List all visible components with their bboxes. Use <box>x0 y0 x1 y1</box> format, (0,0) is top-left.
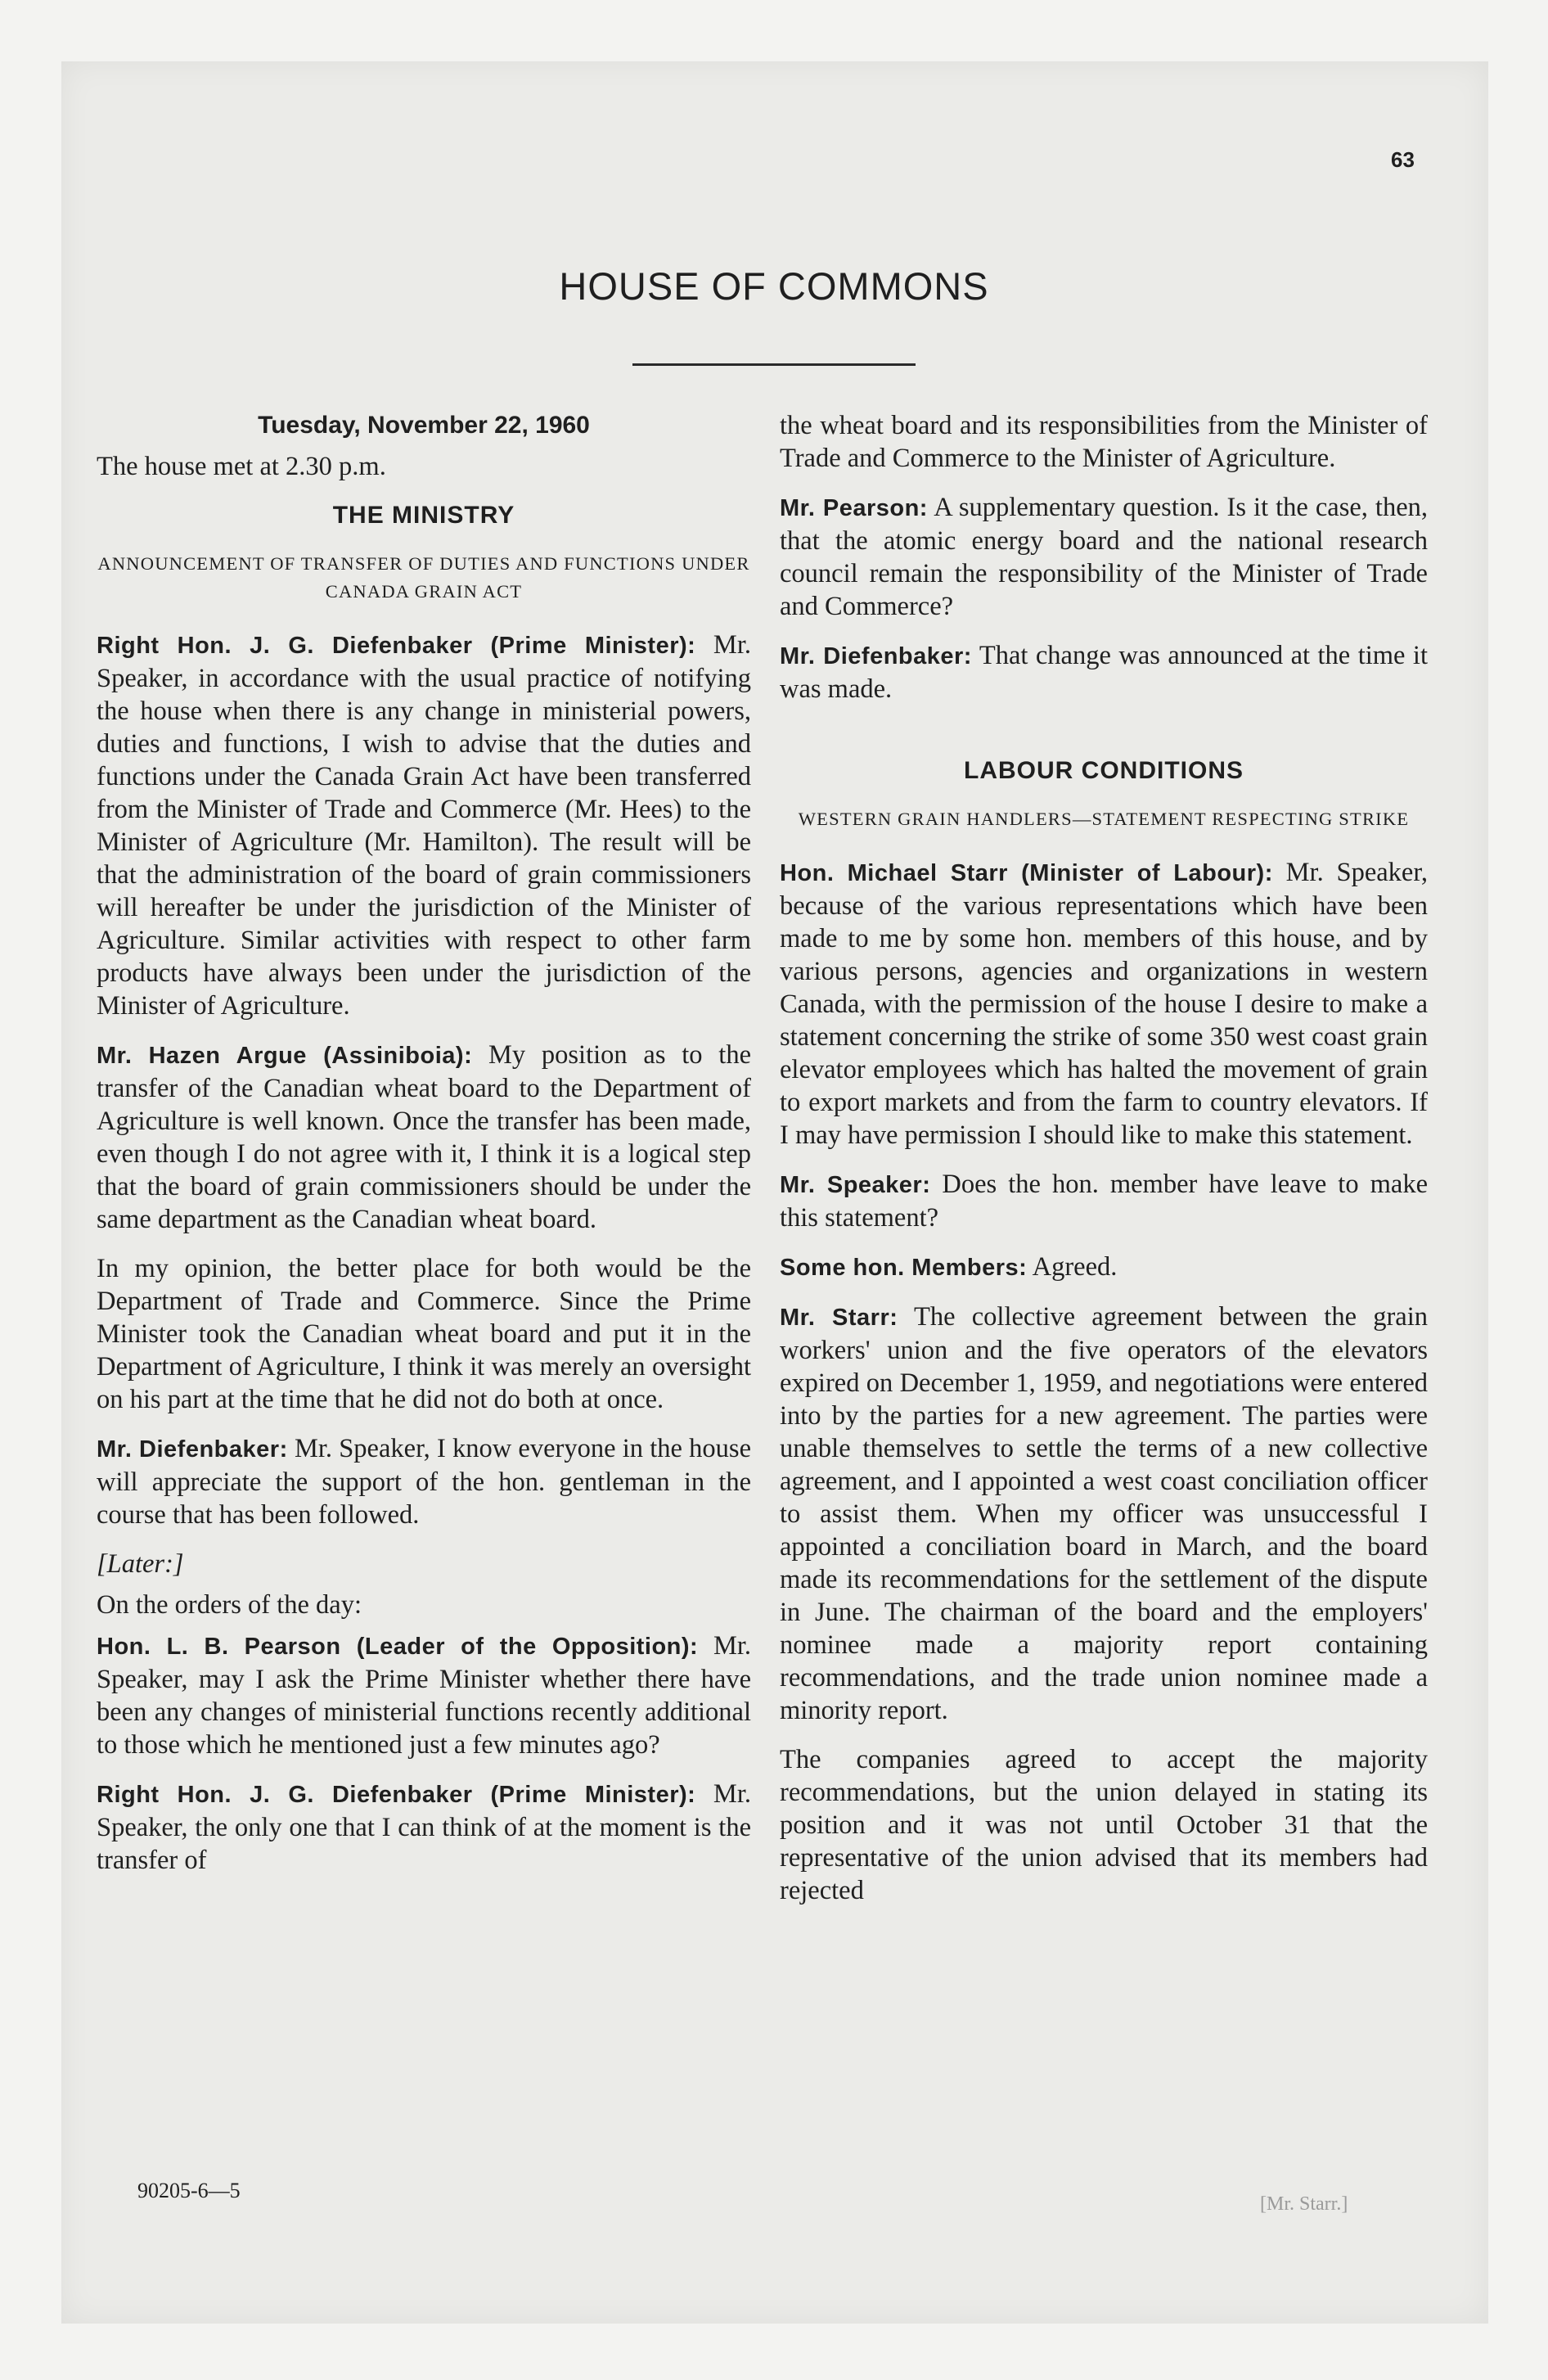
speech-text: In my opinion, the better place for both would be the Department of Trade and Commerce. Since the Prime Minister took the Canadian wheat board and put it in the Department of Agriculture, I think it was merely an oversight on his part at the time that he did not do both at once. <box>97 1254 751 1414</box>
speaker-label: Mr. Diefenbaker: <box>780 643 972 669</box>
subsection-heading-grain-handlers: WESTERN GRAIN HANDLERS—STATEMENT RESPECTING STRIKE <box>798 809 1410 829</box>
speaker-label: Mr. Speaker: <box>780 1172 931 1198</box>
speaker-label: Mr. Diefenbaker: <box>97 1436 288 1463</box>
subsection-heading-transfer: ANNOUNCEMENT OF TRANSFER OF DUTIES AND FUNCTIONS UNDER CANADA GRAIN ACT <box>97 553 750 602</box>
speaker-label: Mr. Pearson: <box>780 495 928 521</box>
page-number: 63 <box>1391 147 1415 172</box>
speech-text: That change was announced at the time it was made. <box>780 641 1428 704</box>
speaker-label: Some hon. Members: <box>780 1255 1028 1281</box>
speech-paragraph <box>780 409 1428 475</box>
speech-text: Mr. Speaker, may I ask the Prime Minister whether there have been any changes of ministerial functions recently additional to those which he mentioned just a few minutes ago? <box>97 1631 751 1760</box>
speech-text: The companies agreed to accept the majority recommendations, but the union delayed in stating its position and it was not until October 31 that the representative of the union advised that its members had rejected <box>780 1745 1428 1905</box>
speech-text: the wheat board and its responsibilities from the Minister of Trade and Commerce to the Minister of Agriculture. <box>780 411 1428 473</box>
catchword: [Mr. Starr.] <box>1260 2193 1348 2215</box>
right-column <box>780 409 1428 1923</box>
speech-paragraph <box>97 1039 751 1236</box>
later-text: [Later:] <box>97 1549 184 1579</box>
speech-text: My position as to the transfer of the Canadian wheat board to the Department of Agriculture is well known. Once the transfer has been made, even though I do not agree with it, I think it is a logical step that the board of grain commissioners should be under the same department as the Canadian wheat board. <box>97 1040 751 1234</box>
speech-paragraph <box>97 1252 751 1416</box>
speech-paragraph <box>97 1432 751 1531</box>
speech-text: Mr. Speaker, because of the various representations which have been made to me by some hon. members of this house, and by various persons, agencies and organizations in western Canada, with the permission of the house I desire to make a statement concerning the strike of some 350 west coast grain elevator employees which has halted the movement of grain to export markets and from the farm to country elevators. If I may have permission I should like to make this statement. <box>780 858 1428 1150</box>
speaker-label: Mr. Hazen Argue (Assiniboia): <box>97 1043 473 1069</box>
sitting-time: The house met at 2.30 p.m. <box>97 452 386 481</box>
sitting-date: Tuesday, November 22, 1960 <box>258 412 590 439</box>
speech-text: Mr. Speaker, in accordance with the usual practice of notifying the house when there is any change in ministerial powers, duties and functions, I wish to advise that the duties and functions under the Canada Grain Act have been transferred from the Minister of Trade and Commerce (Mr. Hees) to the Minister of Agriculture (Mr. Hamilton). The result will be that the administration of the board of grain commissioners will hereafter be under the jurisdiction of the Minister of Agriculture. Similar activities with respect to other farm products have always been under the jurisdiction of the Minister of Agriculture. <box>97 630 751 1021</box>
section-heading-labour: LABOUR CONDITIONS <box>964 757 1244 784</box>
speech-paragraph <box>780 1300 1428 1727</box>
later-marker <box>97 1548 751 1580</box>
section-heading-ministry: THE MINISTRY <box>332 502 515 529</box>
speech-paragraph <box>780 1168 1428 1234</box>
orders-of-day <box>97 1589 751 1621</box>
speech-text: Mr. Speaker, I know everyone in the house will appreciate the support of the hon. gentleman in the course that has been followed. <box>97 1434 751 1530</box>
speech-text: A supplementary question. Is it the case, then, that the atomic energy board and the national research council remain the responsibility of the Minister of Trade and Commerce? <box>780 493 1428 621</box>
speech-paragraph <box>780 856 1428 1152</box>
speaker-label: Right Hon. J. G. Diefenbaker (Prime Minister): <box>97 633 696 659</box>
printer-code: 90205-6—5 <box>137 2179 241 2202</box>
speech-paragraph <box>780 1251 1428 1284</box>
speaker-label: Hon. Michael Starr (Minister of Labour): <box>780 860 1273 886</box>
speech-text: On the orders of the day: <box>97 1590 362 1620</box>
speaker-label: Right Hon. J. G. Diefenbaker (Prime Minister): <box>97 1782 696 1808</box>
speech-paragraph <box>780 491 1428 623</box>
speech-paragraph <box>97 629 751 1022</box>
speech-paragraph <box>780 1743 1428 1907</box>
left-column <box>97 409 751 1893</box>
speech-text: The collective agreement between the grain workers' union and the five operators of the elevators expired on December 1, 1959, and negotiations were entered into by the parties for a new agreement. The parties were unable themselves to settle the terms of a new collective agreement, and I appointed a west coast conciliation officer to assist them. When my officer was unsuccessful I appointed a conciliation board in March, and the board made its recommendations for the settlement of the dispute in June. The chairman of the board and the employers' nominee made a majority report containing recommendations, and the trade union nominee made a minority report. <box>780 1302 1428 1725</box>
speech-paragraph <box>97 1778 751 1877</box>
speech-text: Agreed. <box>1027 1252 1118 1282</box>
page-title: HOUSE OF COMMONS <box>559 264 989 308</box>
speech-text: Mr. Speaker, the only one that I can think of at the moment is the transfer of <box>97 1779 751 1875</box>
speech-text: Does the hon. member have leave to make this statement? <box>780 1170 1428 1233</box>
speaker-label: Hon. L. B. Pearson (Leader of the Opposition): <box>97 1634 699 1660</box>
title-divider <box>632 363 916 366</box>
speaker-label: Mr. Starr: <box>780 1305 898 1331</box>
speech-paragraph <box>780 639 1428 705</box>
speech-paragraph <box>97 1629 751 1761</box>
